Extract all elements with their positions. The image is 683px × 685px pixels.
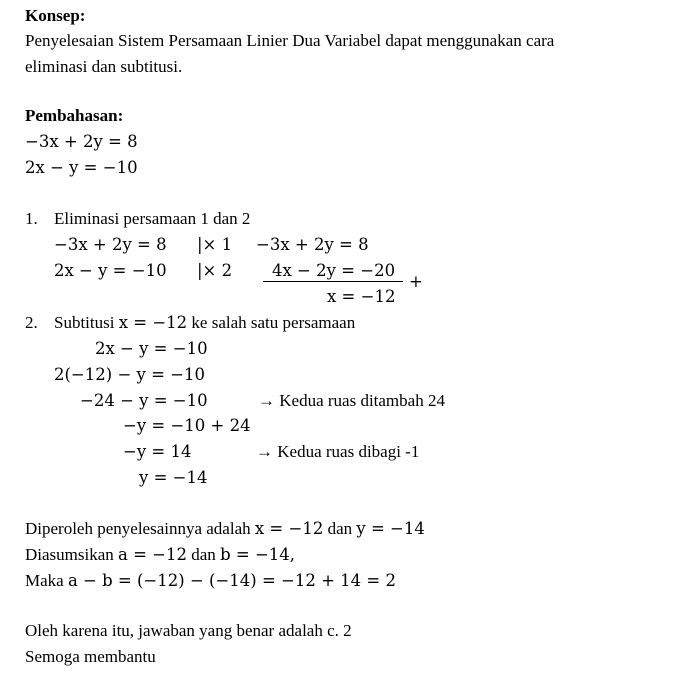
plus-sign: + <box>409 272 423 291</box>
step2-title-post: ke salah satu persamaan <box>191 313 356 332</box>
step2-title <box>54 313 355 333</box>
conclusion-line-1-pre: Diperoleh penyelesainnya adalah <box>25 519 251 538</box>
conclusion-line-3-pre: Maka <box>25 571 64 590</box>
conclusion-line-3 <box>25 571 396 591</box>
step1-row1-equation: −3x + 2y = 8 <box>54 235 167 254</box>
step1-row1-multiplier: |× 1 <box>197 235 233 254</box>
equation-2: 2x − y = −10 <box>25 158 138 177</box>
step2-line-1: 2x − y = −10 <box>95 339 208 358</box>
step1-row1-result: −3x + 2y = 8 <box>256 235 369 254</box>
assumption-a: a = −12 <box>118 545 188 564</box>
conclusion-x-value: x = −12 <box>254 519 324 538</box>
step1-number: 1. <box>25 209 38 228</box>
step2-number: 2. <box>25 313 38 332</box>
step2-line-3: −24 − y = −10 <box>80 391 208 410</box>
step2-note-1: → Kedua ruas ditambah 24 <box>258 391 445 410</box>
step2-note-2: → Kedua ruas dibagi -1 <box>256 442 420 461</box>
step2-line-6: y = −14 <box>139 468 208 487</box>
step1-row2-multiplier: |× 2 <box>197 261 233 280</box>
step2-line-4: −y = −10 + 24 <box>123 416 251 435</box>
step1-title: Eliminasi persamaan 1 dan 2 <box>54 209 251 228</box>
answer-statement: Oleh karena itu, jawaban yang benar adalah c. 2 <box>25 621 352 640</box>
conclusion-line-1-mid: dan <box>327 519 353 538</box>
step1-row2-equation: 2x − y = −10 <box>54 261 167 280</box>
conclusion-line-2 <box>25 545 295 565</box>
konsep-text-line1: Penyelesaian Sistem Persamaan Linier Dua Variabel dapat menggunakan cara <box>25 31 555 50</box>
equation-1: −3x + 2y = 8 <box>25 132 138 151</box>
step2-title-math: x = −12 <box>118 313 188 332</box>
step2-line-2: 2(−12) − y = −10 <box>54 365 205 384</box>
step2-title-pre: Subtitusi <box>54 313 115 332</box>
assumption-b: b = −14, <box>220 545 296 564</box>
closing-thanks: Semoga membantu <box>25 647 156 666</box>
elimination-sum-line <box>263 281 403 282</box>
konsep-heading: Konsep: <box>25 6 86 25</box>
final-computation: a − b = (−12) − (−14) = −12 + 14 = 2 <box>67 571 396 590</box>
konsep-text-line2: eliminasi dan subtitusi. <box>25 57 183 76</box>
step2-line-5: −y = 14 <box>123 442 192 461</box>
conclusion-y-value: y = −14 <box>356 519 425 538</box>
step1-row2-result: 4x − 2y = −20 <box>272 261 396 280</box>
conclusion-line-2-mid: dan <box>191 545 216 564</box>
conclusion-line-1 <box>25 519 425 539</box>
conclusion-line-2-pre: Diasumsikan <box>25 545 114 564</box>
pembahasan-heading: Pembahasan: <box>25 106 124 125</box>
step1-sum-result: x = −12 <box>327 287 396 306</box>
